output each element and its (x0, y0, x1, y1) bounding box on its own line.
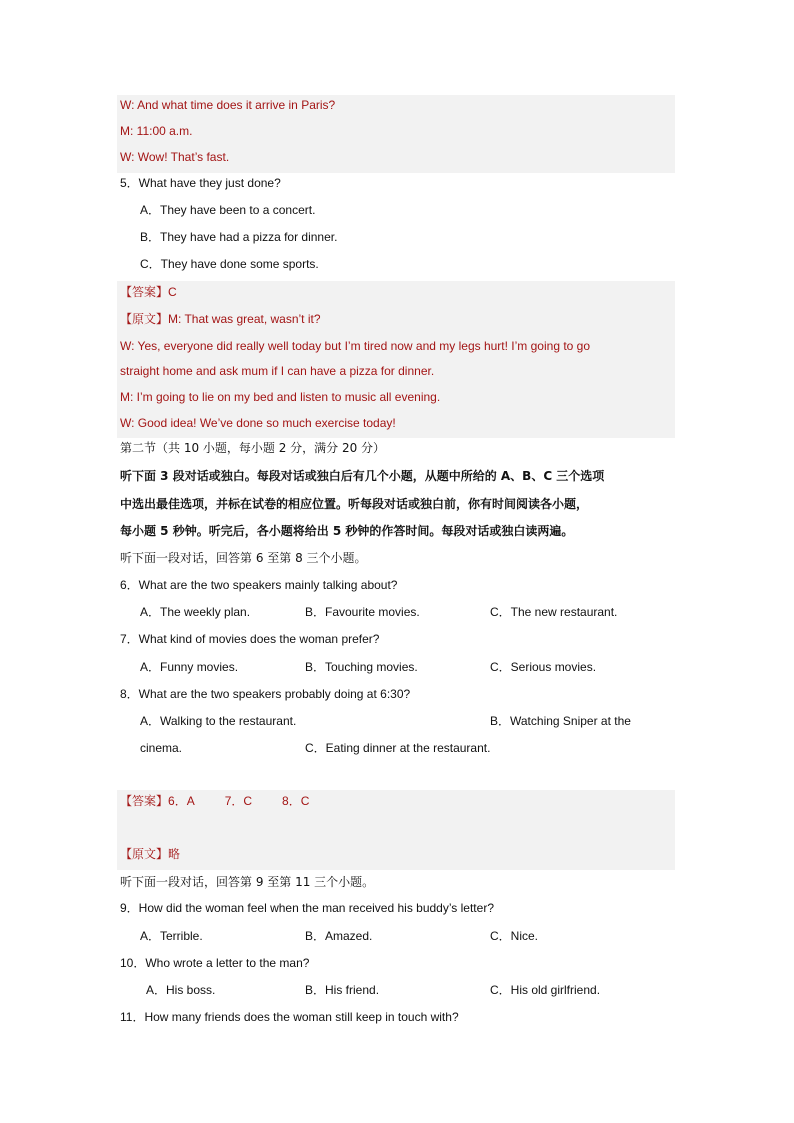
script-line: M: 11:00 a.m. (120, 124, 193, 138)
answer-8: 8．C (282, 794, 310, 808)
question-6-option-c: C．The new restaurant. (490, 605, 618, 619)
instructions-line: 中选出最佳选项，并标在试卷的相应位置。听每段对话或独白前，你有时间阅读各小题， (120, 497, 589, 511)
question-7-stem: 7．What kind of movies does the woman prefer? (120, 632, 380, 646)
question-6-option-a: A．The weekly plan. (140, 605, 251, 619)
question-10-stem: 10．Who wrote a letter to the man? (120, 956, 310, 970)
answer-label: 【答案】 (120, 794, 169, 808)
question-10-option-a: A．His boss. (146, 983, 216, 997)
question-7-option-a: A．Funny movies. (140, 660, 239, 674)
question-8-option-c: C．Eating dinner at the restaurant. (305, 741, 491, 755)
dialogue-intro: 听下面一段对话，回答第 6 至第 8 三个小题。 (120, 551, 367, 565)
script-text: M: That was great, wasn’t it? (168, 312, 321, 326)
question-5-option-c: C．They have done some sports. (140, 257, 319, 271)
script-line: straight home and ask mum if I can have a pizza for dinner. (120, 364, 435, 378)
instructions-line: 每小题 5 秒钟。听完后，各小题将给出 5 秒钟的作答时间。每段对话或独白读两遍。 (120, 524, 574, 538)
question-5-stem: 5．What have they just done? (120, 176, 281, 190)
question-8-option-b-continued: cinema. (140, 741, 183, 755)
section-heading: 第二节（共 10 小题，每小题 2 分，满分 20 分） (120, 441, 386, 455)
question-8-stem: 8．What are the two speakers probably doing at 6:30? (120, 687, 411, 701)
script-omitted: 【原文】略 (120, 847, 181, 861)
question-9-stem: 9．How did the woman feel when the man received his buddy’s letter? (120, 901, 494, 915)
question-6-stem: 6．What are the two speakers mainly talking about? (120, 578, 398, 592)
script-label: 【原文】 (120, 312, 169, 326)
question-7-option-b: B．Touching movies. (305, 660, 418, 674)
answer-key: 【答案】C (120, 285, 177, 299)
answer-key-row (120, 793, 309, 809)
question-7-option-c: C．Serious movies. (490, 660, 597, 674)
instructions-line: 听下面 3 段对话或独白。每段对话或独白后有几个小题，从题中所给的 A、B、C 三个选项 (120, 469, 605, 483)
script-line: W: And what time does it arrive in Paris? (120, 98, 336, 112)
question-9-option-c: C．Nice. (490, 929, 539, 943)
script-line: W: Yes, everyone did really well today but I’m tired now and my legs hurt! I’m going to go (120, 339, 591, 353)
question-11-stem: 11．How many friends does the woman still keep in touch with? (120, 1010, 459, 1024)
script-line: W: Good idea! We’ve done so much exercise today! (120, 416, 396, 430)
dialogue-intro: 听下面一段对话，回答第 9 至第 11 三个小题。 (120, 875, 375, 889)
answer-7: 7．C (224, 794, 253, 808)
script-line: W: Wow! That’s fast. (120, 150, 230, 164)
question-9-option-b: B．Amazed. (305, 929, 373, 943)
answer-6: 6．A (168, 794, 195, 808)
question-8-option-a: A．Walking to the restaurant. (140, 714, 297, 728)
script-first-line (120, 311, 321, 327)
question-5-option-a: A．They have been to a concert. (140, 203, 316, 217)
question-10-option-c: C．His old girlfriend. (490, 983, 601, 997)
question-5-option-b: B．They have had a pizza for dinner. (140, 230, 338, 244)
question-10-option-b: B．His friend. (305, 983, 380, 997)
script-line: M: I’m going to lie on my bed and listen to music all evening. (120, 390, 441, 404)
question-9-option-a: A．Terrible. (140, 929, 203, 943)
question-8-option-b: B．Watching Sniper at the (490, 714, 631, 728)
question-6-option-b: B．Favourite movies. (305, 605, 420, 619)
